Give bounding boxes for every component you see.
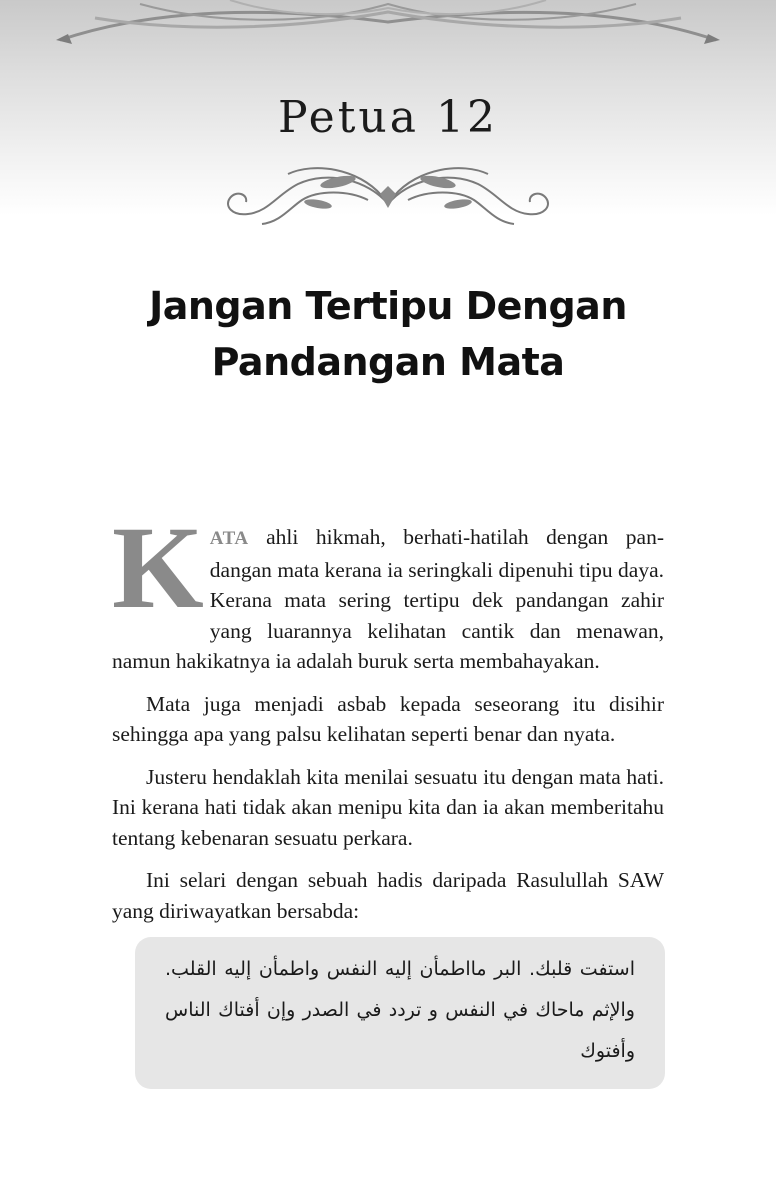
top-flourish-ornament: [0, 0, 776, 50]
chapter-title: [0, 92, 776, 143]
hadith-quote-box: [135, 937, 665, 1089]
paragraph-3: Justeru hendaklah kita menilai sesuatu itu dengan mata hati. Ini kerana hati tidak akan menipu kita dan ia akan memberitahu tentang kebenaran sesuatu perkara.: [112, 764, 664, 850]
lead-word: ATA: [209, 528, 249, 549]
heading-line-1: Jangan Tertipu Dengan: [149, 284, 627, 328]
drop-cap: K: [112, 502, 204, 633]
chapter-label: Petua 12: [278, 92, 498, 143]
paragraph-1-text: ahli hikmah, berhati-hatilah dengan pan-dangan mata kerana ia seringkali dipenuhi tipu daya. Kerana mata sering tertipu dek pandangan zahir yang luarannya kelihatan cantik dan menawan, namun hakikatnya ia adalah buruk serta membahayakan.: [112, 525, 664, 673]
heading-line-2: Pandangan Mata: [211, 340, 565, 384]
paragraph-4: Ini selari dengan sebuah hadis daripada Rasulullah SAW yang diriwayatkan bersabda:: [112, 868, 664, 923]
hadith-arabic-text: استفت قلبك. البر مااطمأن إليه النفس واطمأن إليه القلب. والإثم ماحاك في النفس و تردد في الصدر وإن أفتاك الناس وأفتوك: [165, 958, 635, 1062]
paragraph-2: Mata juga menjadi asbab kepada seseorang itu disihir sehingga apa yang palsu kelihatan seperti benar dan nyata.: [112, 691, 664, 746]
flourish-ornament: [218, 160, 558, 238]
paragraph-1: [112, 502, 664, 677]
chapter-heading: [0, 278, 776, 390]
body-text: [112, 502, 664, 938]
